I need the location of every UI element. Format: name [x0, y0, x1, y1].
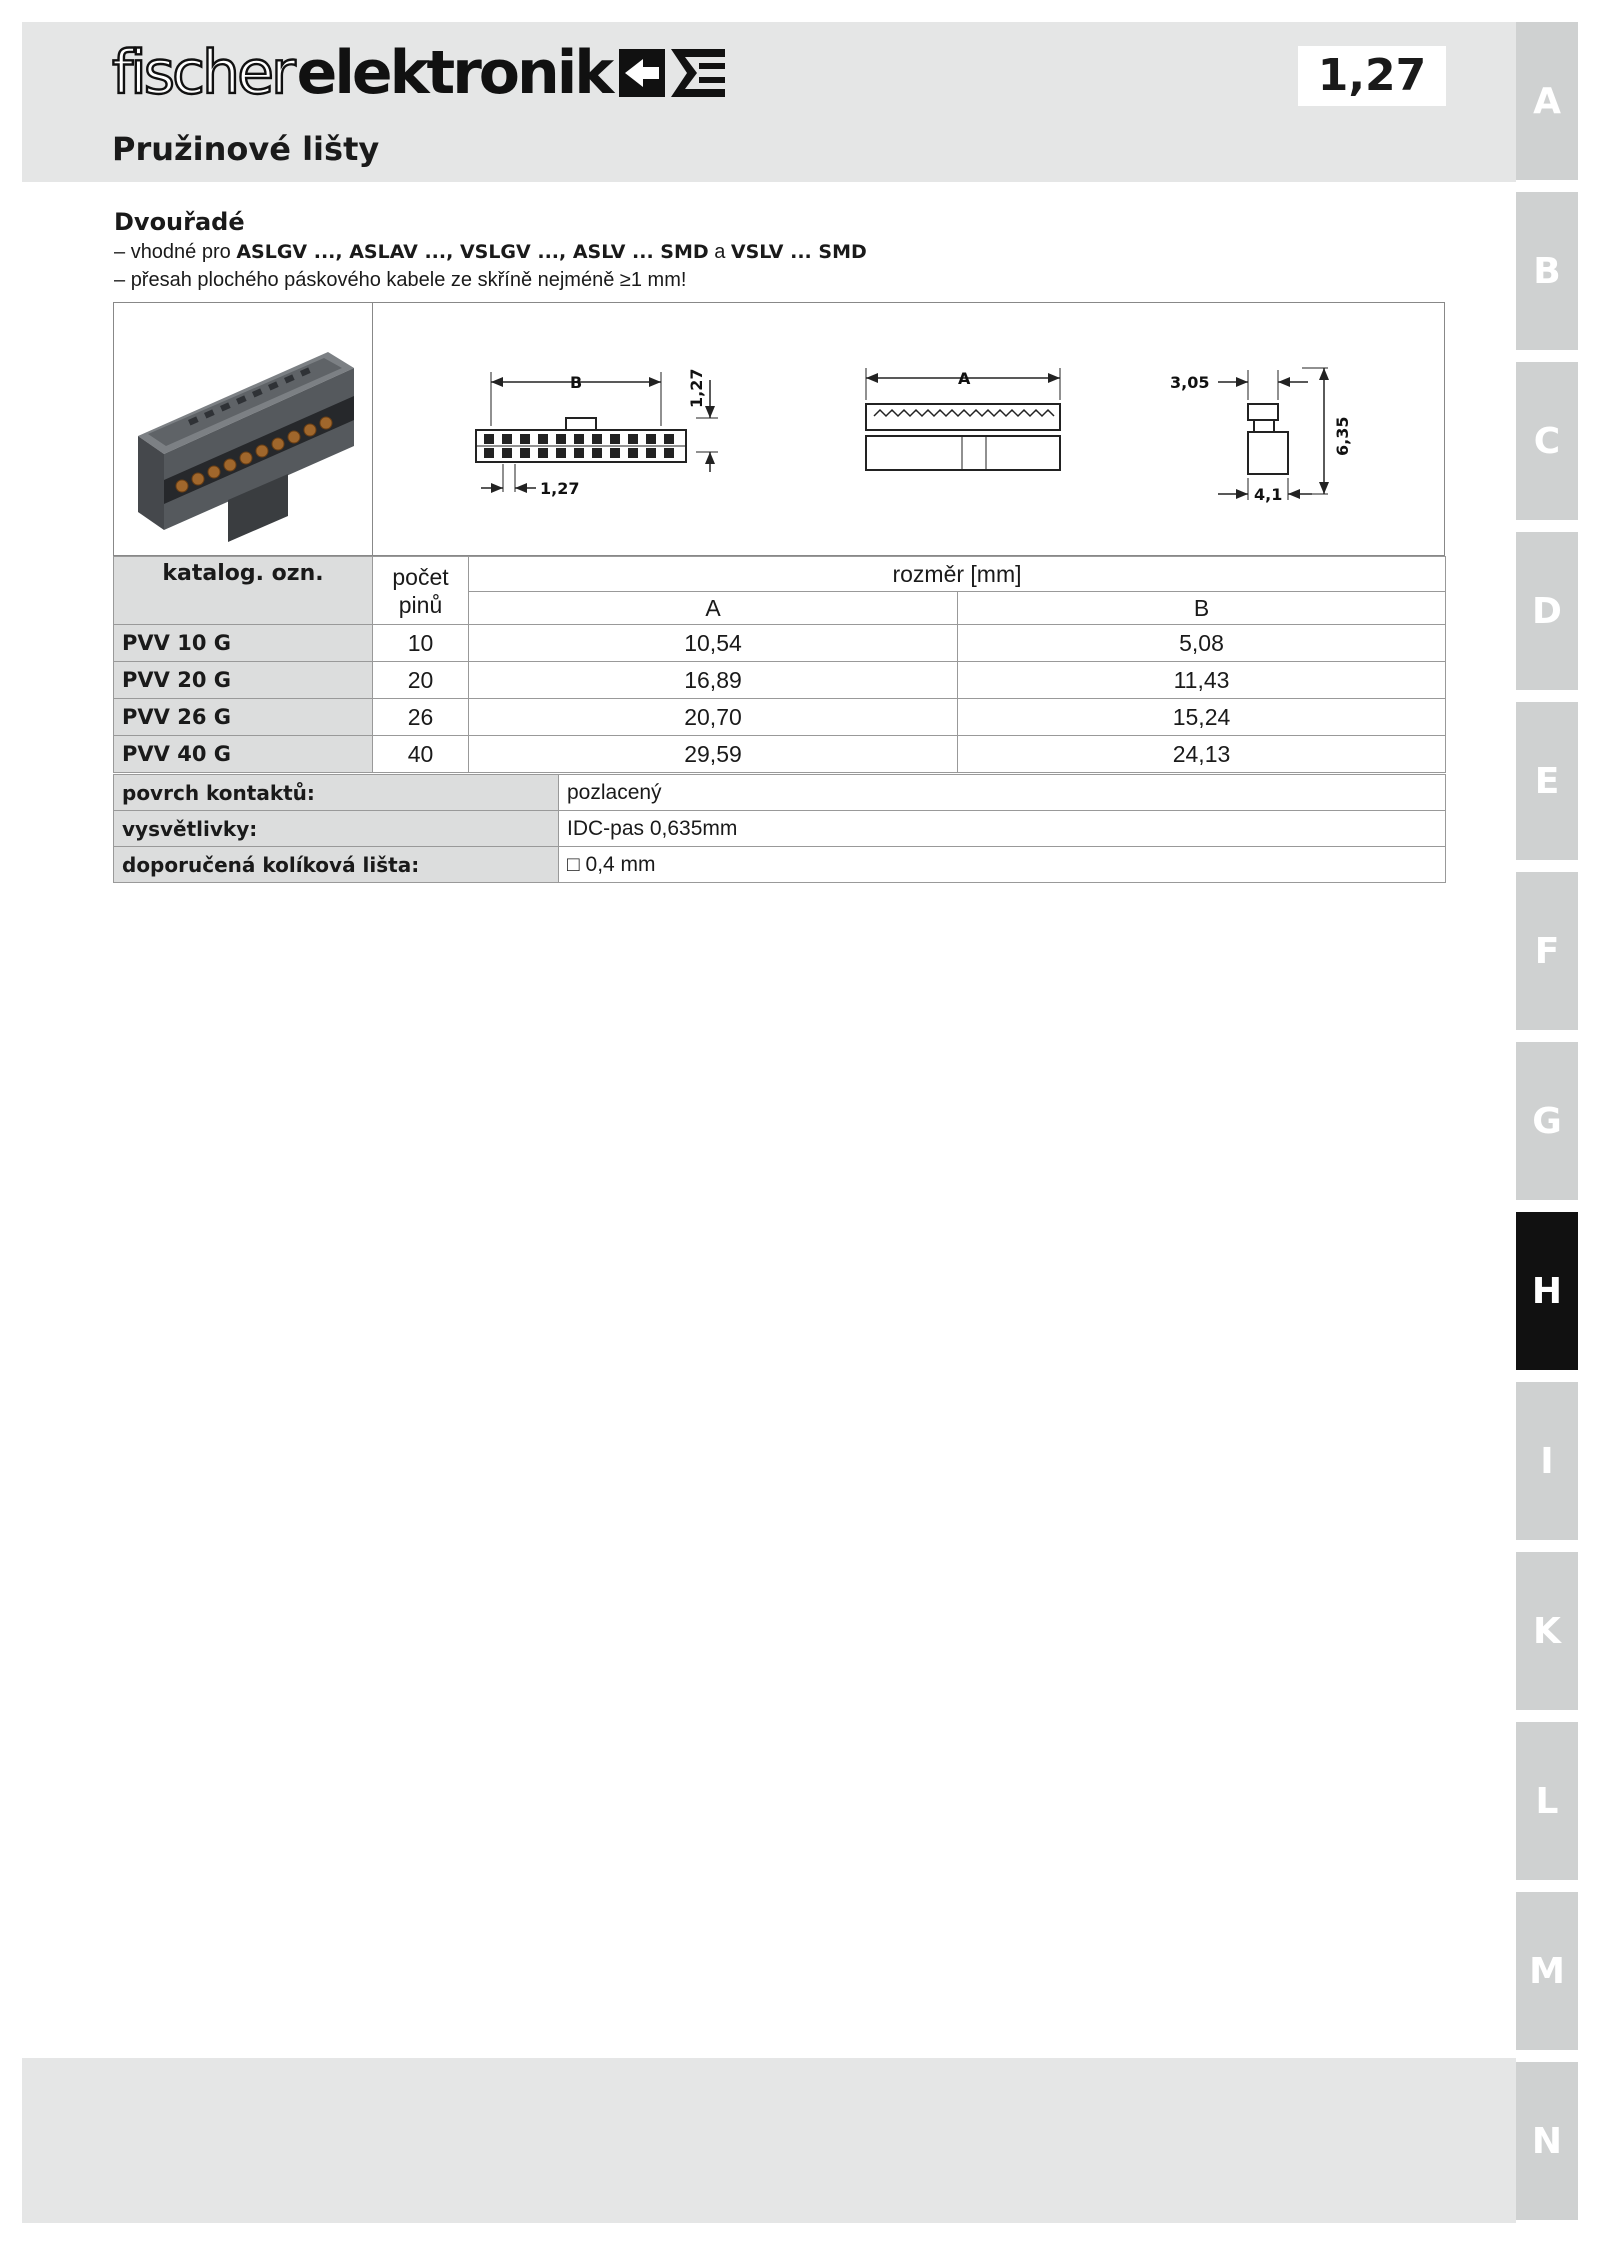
- tab-a[interactable]: A: [1516, 22, 1578, 180]
- dimension-drawing: [466, 360, 1366, 510]
- footer-band: [22, 2058, 1516, 2223]
- table-row: [114, 662, 1446, 699]
- dimension-b: 15,24: [958, 699, 1446, 736]
- dimension-b: 5,08: [958, 625, 1446, 662]
- figure-divider: [372, 302, 373, 556]
- property-label: doporučená kolíková lišta:: [114, 847, 559, 883]
- bullet-compatibility: [114, 238, 867, 266]
- dim-pitch-horizontal-label: 1,27: [540, 479, 580, 498]
- spec-table: [113, 556, 1446, 773]
- bullet-overhang: [114, 266, 867, 294]
- tab-h[interactable]: H: [1516, 1212, 1578, 1370]
- dimension-b: 24,13: [958, 736, 1446, 773]
- property-row: [114, 847, 1446, 883]
- dim-b-label: B: [570, 373, 583, 392]
- col-header-b: B: [958, 592, 1446, 625]
- col-header-pins-line2: pinů: [398, 591, 443, 618]
- col-header-pins-line1: počet: [392, 563, 449, 590]
- dim-pitch-vertical-label: 1,27: [687, 368, 706, 408]
- col-header-catalog: katalog. ozn.: [114, 557, 373, 625]
- property-row: [114, 811, 1446, 847]
- tab-f[interactable]: F: [1516, 872, 1578, 1030]
- bullet-dash: –: [114, 241, 126, 263]
- catalog-code: PVV 26 G: [114, 699, 373, 736]
- tab-e[interactable]: E: [1516, 702, 1578, 860]
- section-subtitle: Dvouřadé: [114, 208, 245, 236]
- logo-elektronik-text: elektronik: [296, 38, 612, 108]
- col-header-dimensions: rozměr [mm]: [469, 557, 1446, 592]
- pin-count: 26: [373, 699, 469, 736]
- dimension-a: 20,70: [469, 699, 958, 736]
- dimension-b: 11,43: [958, 662, 1446, 699]
- table-row: [114, 699, 1446, 736]
- dim-635-label: 6,35: [1333, 416, 1352, 456]
- tab-i[interactable]: I: [1516, 1382, 1578, 1540]
- dimension-a: 16,89: [469, 662, 958, 699]
- properties-table: [113, 774, 1446, 883]
- tab-b[interactable]: B: [1516, 192, 1578, 350]
- bullet-overhang-text: přesah plochého páskového kabele ze skříně nejméně ≥1 mm!: [130, 269, 687, 291]
- page-code: 1,27: [1298, 46, 1446, 106]
- tab-c[interactable]: C: [1516, 362, 1578, 520]
- col-header-pins: [373, 557, 469, 625]
- table-row: [114, 625, 1446, 662]
- pin-count: 20: [373, 662, 469, 699]
- catalog-code: PVV 20 G: [114, 662, 373, 699]
- property-label: vysvětlivky:: [114, 811, 559, 847]
- dim-305-label: 3,05: [1170, 373, 1210, 392]
- bullet-compatible-series-2: VSLV ... SMD: [730, 241, 867, 263]
- logo-fischer-text: fischer: [112, 38, 293, 108]
- tab-l[interactable]: L: [1516, 1722, 1578, 1880]
- property-value: IDC-pas 0,635mm: [559, 811, 1446, 847]
- bullet-conjunction: a: [714, 241, 726, 263]
- pin-count: 10: [373, 625, 469, 662]
- property-value: pozlacený: [559, 775, 1446, 811]
- catalog-code: PVV 10 G: [114, 625, 373, 662]
- tab-n[interactable]: N: [1516, 2062, 1578, 2220]
- tab-d[interactable]: D: [1516, 532, 1578, 690]
- connector-photo: [128, 316, 364, 542]
- bullet-compatible-series: ASLGV ..., ASLAV ..., VSLGV ..., ASLV ... SMD: [236, 241, 709, 263]
- dim-41-label: 4,1: [1254, 485, 1283, 504]
- fischer-elektronik-logo: [112, 40, 727, 106]
- tab-m[interactable]: M: [1516, 1892, 1578, 2050]
- property-label: povrch kontaktů:: [114, 775, 559, 811]
- col-header-a: A: [469, 592, 958, 625]
- property-row: [114, 775, 1446, 811]
- bullet-prefix: vhodné pro: [130, 241, 231, 263]
- tab-k[interactable]: K: [1516, 1552, 1578, 1710]
- bullet-list: [114, 238, 867, 294]
- logo-arrow-mark-icon: [617, 45, 727, 101]
- pin-count: 40: [373, 736, 469, 773]
- property-value: □ 0,4 mm: [559, 847, 1446, 883]
- dim-a-label: A: [958, 369, 971, 388]
- catalog-code: PVV 40 G: [114, 736, 373, 773]
- dimension-a: 29,59: [469, 736, 958, 773]
- page-title: Pružinové lišty: [112, 130, 380, 168]
- table-row: [114, 736, 1446, 773]
- tab-g[interactable]: G: [1516, 1042, 1578, 1200]
- dimension-a: 10,54: [469, 625, 958, 662]
- bullet-dash: –: [114, 269, 126, 291]
